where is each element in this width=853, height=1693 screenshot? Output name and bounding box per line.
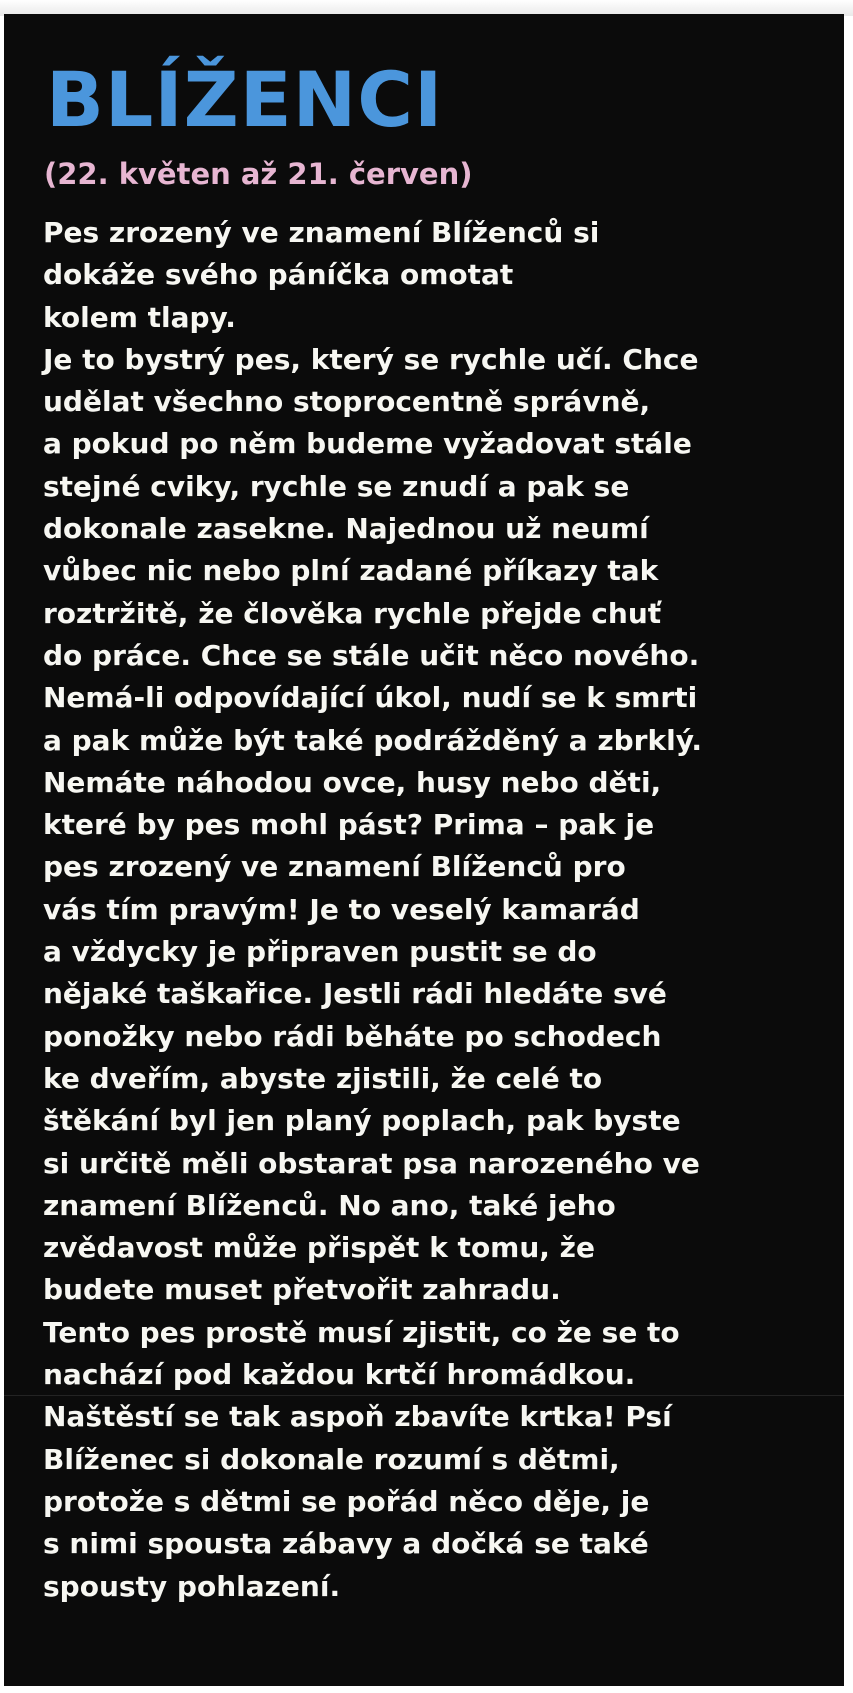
text-line: Tento pes prostě musí zjistit, co že se to [43,1315,680,1349]
zodiac-dates: (22. květen až 21. červen) [44,157,473,191]
text-line: ke dveřím, abyste zjistili, že celé to [43,1061,603,1095]
text-line: znamení Blíženců. No ano, také jeho [43,1188,616,1222]
text-line: Nemá-li odpovídající úkol, nudí se k smrti [43,681,698,715]
text-line: dokáže svého páníčka omotat [43,258,514,292]
text-line: dokonale zasekne. Najednou už neumí [43,512,649,546]
text-line: protože s dětmi se pořád něco děje, je [43,1484,650,1518]
text-line: Pes zrozený ve znamení Blíženců si [43,216,600,249]
text-line: nachází pod každou krtčí hromádkou. [43,1358,636,1392]
zodiac-title: BLÍŽENCI [46,55,444,144]
text-line: zvědavost může přispět k tomu, že [43,1231,595,1265]
text-line: do práce. Chce se stále učit něco nového. [43,638,700,672]
text-line: Nemáte náhodou ovce, husy nebo děti, [43,765,662,799]
text-line: udělat všechno stoprocentně správně, [43,385,651,419]
text-line: spousty pohlazení. [43,1569,341,1603]
text-line: vás tím pravým! Je to veselý kamarád [43,892,640,926]
text-line: si určitě měli obstarat psa narozeného ve [43,1146,700,1180]
text-line: které by pes mohl pást? Prima – pak je [43,808,655,842]
text-line: a pokud po něm budeme vyžadovat stále [43,427,692,461]
text-line: Blíženec si dokonale rozumí s dětmi, [43,1442,620,1476]
text-line: kolem tlapy. [43,300,236,334]
text-line: a pak může být také podrážděný a zbrklý. [43,723,703,757]
text-line: budete muset přetvořit zahradu. [43,1273,561,1307]
text-line: ponožky nebo rádi běháte po schodech [43,1019,662,1053]
text-line: nějaké taškařice. Jestli rádi hledáte své [43,977,667,1011]
text-line: pes zrozený ve znamení Blíženců pro [43,850,626,884]
text-line: stejné cviky, rychle se znudí a pak se [43,469,630,503]
text-line: vůbec nic nebo plní zadané příkazy tak [43,554,659,588]
text-line: a vždycky je připraven pustit se do [43,935,597,969]
article-body [43,212,833,1608]
text-line: Naštěstí se tak aspoň zbavíte krtka! Psí [43,1400,672,1434]
text-line: roztržitě, že člověka rychle přejde chuť [43,596,662,630]
text-line: s nimi spousta zábavy a dočká se také [43,1527,649,1561]
text-line: Je to bystrý pes, který se rychle učí. Chce [43,342,699,376]
text-line: štěkání byl jen planý poplach, pak byste [43,1104,681,1138]
